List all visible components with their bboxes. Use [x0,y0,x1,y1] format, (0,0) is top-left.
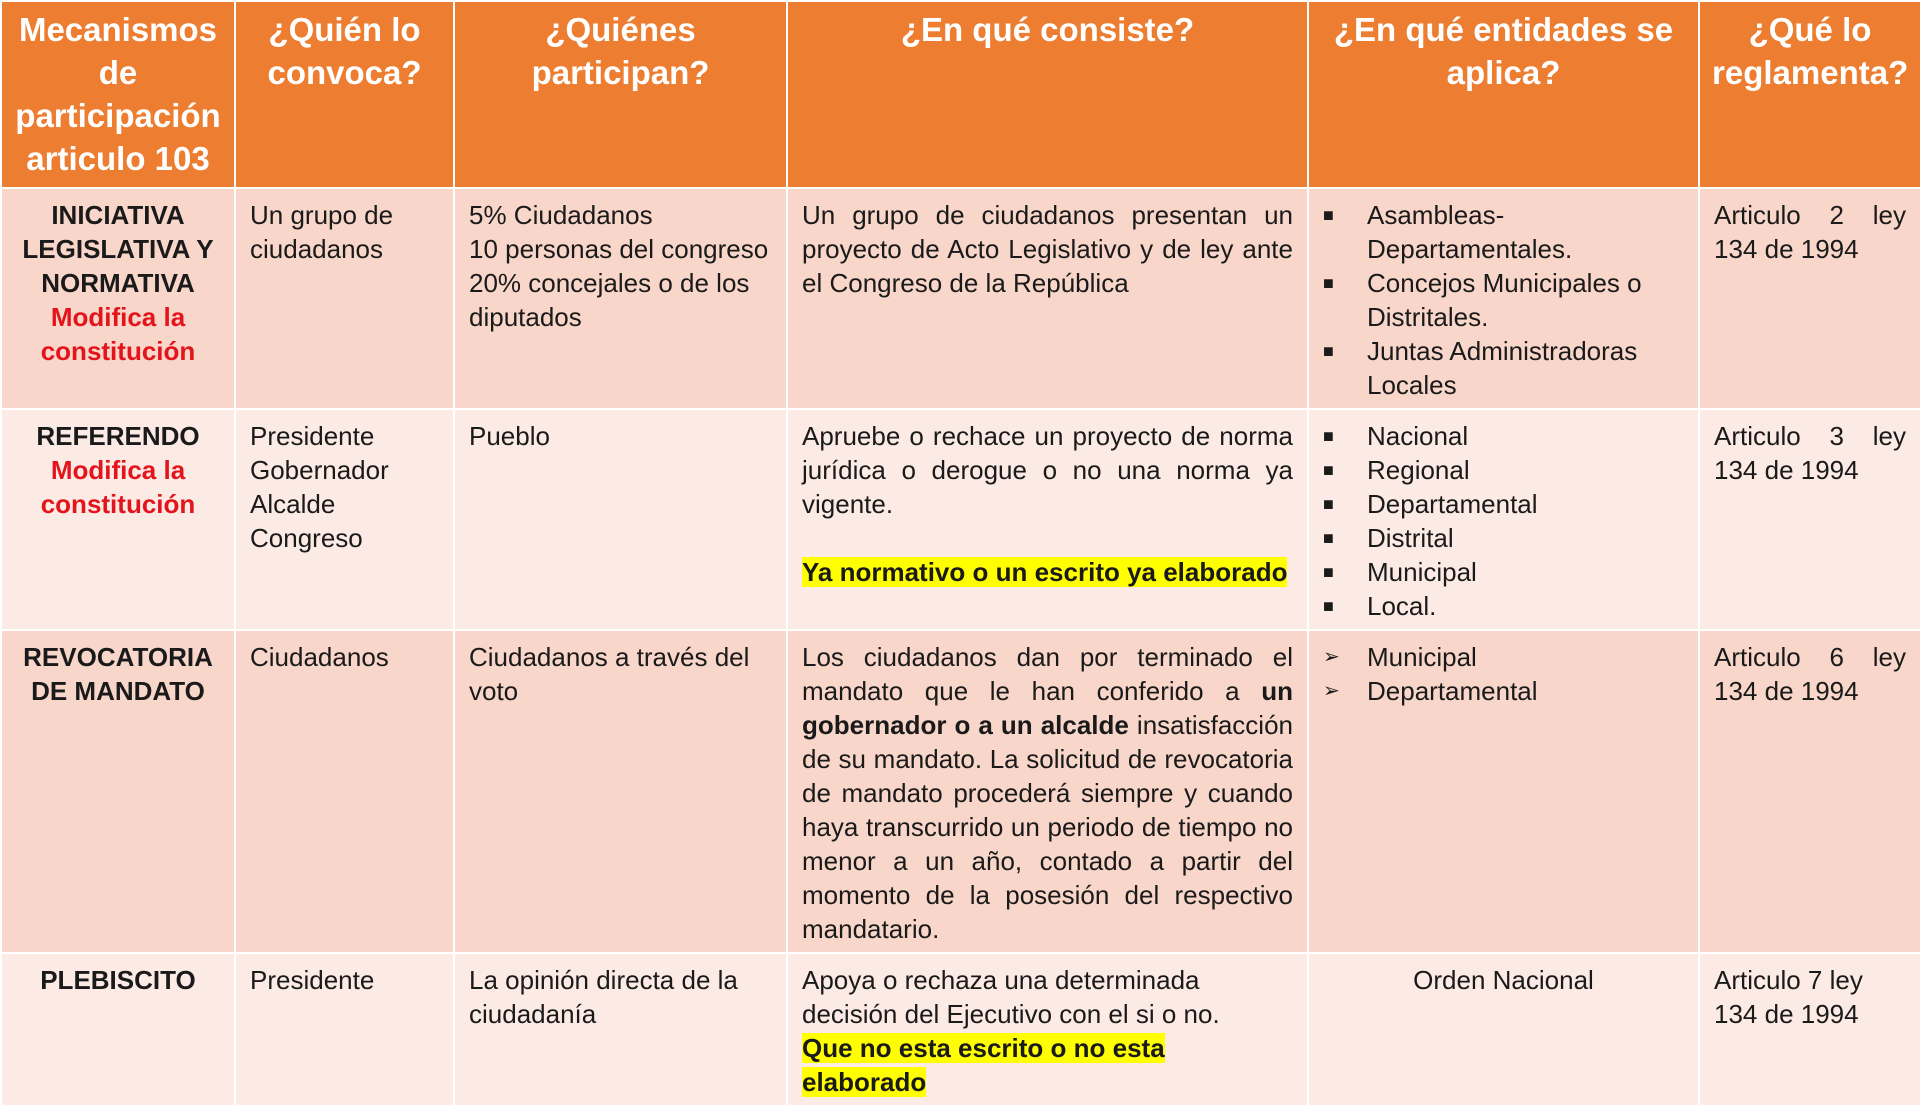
header-regulation: ¿Qué lo reglamenta? [1699,1,1920,188]
description-text: Apruebe o rechace un proyecto de norma jurídica o derogue o no una norma ya vigente. [802,421,1293,519]
participant-line: 10 personas del congreso [469,234,769,264]
list-item: ■ Distrital [1323,523,1454,553]
convoker-line: Alcalde [250,489,336,519]
square-bullet-icon: ■ [1323,341,1334,361]
regulation-law: 134 de 1994 [1714,999,1859,1029]
mechanism-name: PLEBISCITO [40,965,196,995]
table-row [1,409,1920,630]
participant-line: 20% concejales o de los diputados [469,268,750,332]
list-item: ■ Regional [1323,455,1470,485]
list-item: ➢ Departamental [1323,676,1538,706]
list-item: ■ Departamental [1323,489,1538,519]
description-cell: Un grupo de ciudadanos presentan un proyecto de Acto Legislativo y de ley ante el Congreso de la República [787,188,1308,409]
regulation-cell [1699,630,1920,953]
description-text: Apoya o rechaza una determinada decisión del Ejecutivo con el si o no. [802,965,1220,1029]
regulation-line: Articulo 7 ley [1714,965,1863,995]
mechanism-cell [1,188,235,409]
entities-cell [1308,409,1699,630]
header-mechanism: Mecanismos de participación articulo 103 [1,1,235,188]
description-cell: Los ciudadanos dan por terminado el mandato que le han conferido a un gobernador o a un alcalde insatisfacción de su mandato. La solicitud de revocatoria de mandato procederá siempre y cuando haya transcurrido un periodo de tiempo no menor a un año, contado a partir del momento de la posesión del respectivo mandatario. [787,630,1308,953]
entities-cell [1308,188,1699,409]
list-item: ■ Municipal [1323,557,1477,587]
convoker-line: Gobernador [250,455,389,485]
regulation-cell [1699,188,1920,409]
convoker-cell: Un grupo de ciudadanos [235,188,454,409]
participants-cell: Ciudadanos a través del voto [454,630,787,953]
mechanism-note: Modifica la constitución [40,302,196,366]
list-item: ■ Asambleas-Departamentales. [1323,200,1573,264]
regulation-law: 134 de 1994 [1714,676,1859,706]
square-bullet-icon: ■ [1323,494,1334,514]
regulation-cell [1699,953,1920,1106]
regulation-line: Articulo 6 ley [1714,642,1906,672]
entities-cell: Orden Nacional [1308,953,1699,1106]
mechanism-cell [1,409,235,630]
entities-cell [1308,630,1699,953]
square-bullet-icon: ■ [1323,562,1334,582]
convoker-line: Presidente [250,421,375,451]
mechanism-name: INICIATIVA LEGISLATIVA Y NORMATIVA [22,200,214,298]
header-participants: ¿Quiénes participan? [454,1,787,188]
square-bullet-icon: ■ [1323,205,1334,225]
square-bullet-icon: ■ [1323,273,1334,293]
entities-list [1323,198,1684,402]
participant-line: 5% Ciudadanos [469,200,653,230]
regulation-line: Articulo 3 ley [1714,421,1906,451]
arrow-bullet-icon: ➢ [1323,646,1340,668]
mechanism-note: Modifica la constitución [40,455,196,519]
participants-cell [454,188,787,409]
mechanism-cell [1,630,235,953]
regulation-law: 134 de 1994 [1714,455,1859,485]
list-item: ■ Juntas Administradoras Locales [1323,336,1638,400]
list-item: ■ Local. [1323,591,1437,621]
square-bullet-icon: ■ [1323,528,1334,548]
entities-list [1323,640,1684,708]
mechanism-name: REVOCATORIA DE MANDATO [23,642,213,706]
regulation-cell [1699,409,1920,630]
highlight-text: Ya normativo o un escrito ya elaborado [802,557,1288,587]
header-convoker: ¿Quién lo convoca? [235,1,454,188]
header-entities: ¿En qué entidades se aplica? [1308,1,1699,188]
entities-list [1323,419,1684,623]
table-row [1,188,1920,409]
regulation-line: Articulo 2 ley [1714,200,1906,230]
description-bold: un gobernador o a un alcalde [802,676,1293,740]
highlight-text: Que no esta escrito o no esta elaborado [802,1033,1165,1097]
convoker-cell: Presidente [235,953,454,1106]
mechanism-name: REFERENDO [36,421,200,451]
table-row [1,630,1920,953]
participants-cell: La opinión directa de la ciudadanía [454,953,787,1106]
description-cell [787,409,1308,630]
description-cell [787,953,1308,1106]
participants-cell: Pueblo [454,409,787,630]
mechanism-cell [1,953,235,1106]
arrow-bullet-icon: ➢ [1323,680,1340,702]
square-bullet-icon: ■ [1323,426,1334,446]
table-row [1,953,1920,1106]
list-item: ■ Nacional [1323,421,1469,451]
list-item: ➢ Municipal [1323,642,1477,672]
square-bullet-icon: ■ [1323,460,1334,480]
square-bullet-icon: ■ [1323,596,1334,616]
convoker-cell [235,409,454,630]
regulation-law: 134 de 1994 [1714,234,1859,264]
convoker-cell: Ciudadanos [235,630,454,953]
header-row [1,1,1920,188]
header-description: ¿En qué consiste? [787,1,1308,188]
convoker-line: Congreso [250,523,363,553]
list-item: ■ Concejos Municipales o Distritales. [1323,268,1642,332]
